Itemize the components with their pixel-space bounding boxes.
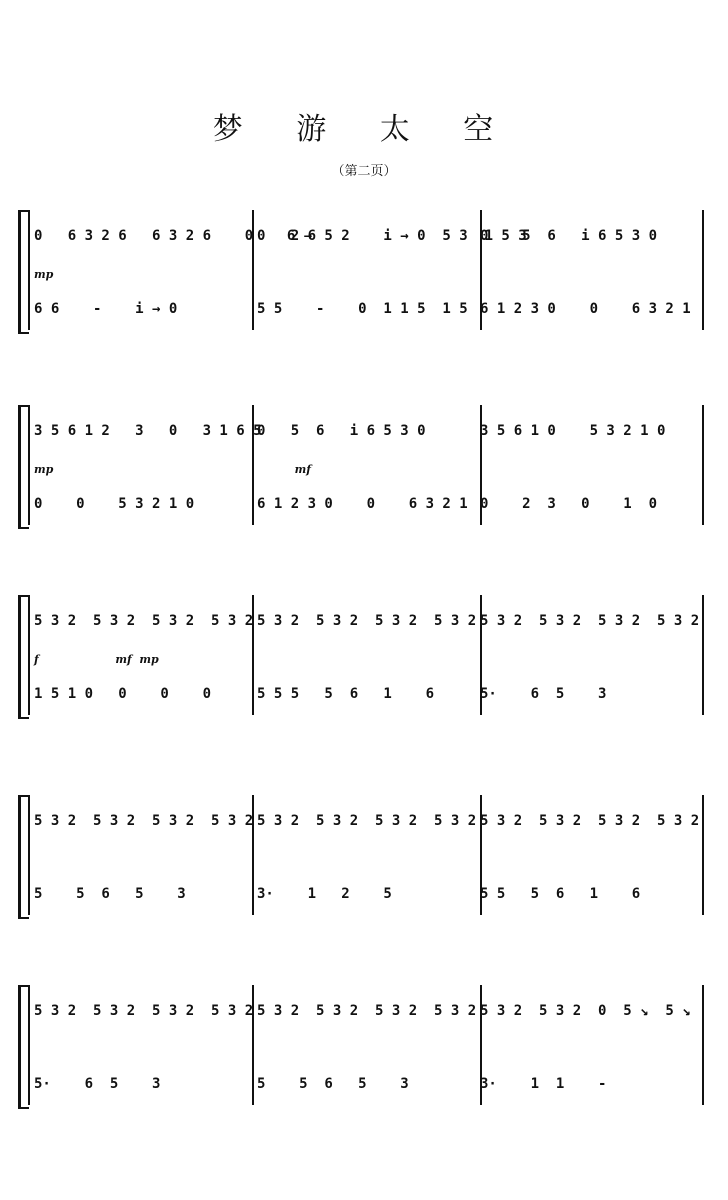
measure: 3· 1 1 - (480, 1076, 607, 1092)
measure: 0 2 3 0 1 0 (480, 496, 658, 512)
score-system (0, 965, 728, 1115)
measure: 5 3 2 5 3 2 5 3 2 5 3 2 (34, 813, 254, 829)
measure: 5 3 2 5 3 2 5 3 2 5 3 2 (257, 1003, 477, 1019)
lower-staff (34, 683, 704, 705)
lower-staff (34, 298, 704, 320)
dynamics-line (34, 1043, 704, 1059)
measure: 5 3 2 5 3 2 5 3 2 5 3 2 (480, 813, 700, 829)
page-title: 梦 游 太 空 (212, 112, 516, 147)
measure: 3· 1 2 5 (257, 886, 392, 902)
dynamics-line: mp mf (34, 463, 311, 476)
measure: 5 5 - 0 1 1 5 1 5 (257, 301, 468, 317)
lower-staff (34, 493, 704, 515)
measure: 5· 6 5 3 (34, 1076, 161, 1092)
measure: 0 0 5 3 2 1 0 (34, 496, 195, 512)
measure: 5 5 5 6 1 6 (480, 886, 641, 902)
measure: 5 3 2 5 3 2 5 3 2 5 3 2 (257, 613, 477, 629)
measure: 5 5 6 5 3 (34, 886, 186, 902)
system-line (28, 595, 30, 715)
measure: 5 3 2 5 3 2 5 3 2 5 3 2 (480, 613, 700, 629)
measure: 5 3 2 5 3 2 5 3 2 5 3 2 (34, 613, 254, 629)
system-line (28, 985, 30, 1105)
score-system (0, 385, 728, 535)
measure: 6 1 2 3 0 0 6 3 2 1 (257, 496, 468, 512)
measure: 5· 6 5 3 (480, 686, 607, 702)
dynamics-line: f mf mp (34, 653, 159, 666)
lower-staff (34, 883, 704, 905)
system-line (28, 795, 30, 915)
upper-staff (34, 810, 704, 832)
score-system (0, 190, 728, 340)
system-line (28, 210, 30, 330)
measure: 5 5 5 5 6 1 6 (257, 686, 435, 702)
measure: 6 1 2 3 0 0 6 3 2 1 (480, 301, 691, 317)
measure: 5 3 2 5 3 2 5 3 2 5 3 2 (34, 1003, 254, 1019)
measure: 0 5 6 i 6 5 3 0 (480, 228, 658, 244)
score-system (0, 575, 728, 725)
measure: 5 3 2 5 3 2 0 5 ↘ 5 ↘ (480, 1003, 691, 1019)
score-system (0, 775, 728, 925)
lower-staff (34, 1073, 704, 1095)
page-subtitle: （第二页） (331, 164, 397, 179)
measure: 0 6 3 2 6 6 3 2 6 0 6 → (34, 228, 313, 244)
upper-staff (34, 610, 704, 632)
measure: 0 2 6 5 2 i → 0 5 3 1 5 3 (257, 228, 527, 244)
system-line (28, 405, 30, 525)
measure: 5 5 6 5 3 (257, 1076, 409, 1092)
dynamics-line (34, 853, 704, 869)
upper-staff (34, 225, 704, 247)
measure: 3 5 6 1 0 5 3 2 1 0 (480, 423, 666, 439)
measure: 5 3 2 5 3 2 5 3 2 5 3 2 (257, 813, 477, 829)
dynamics-line: mp (34, 268, 54, 281)
measure: 1 5 1 0 0 0 0 (34, 686, 212, 702)
upper-staff (34, 1000, 704, 1022)
measure: 6 6 - i → 0 (34, 301, 178, 317)
measure: 3 5 6 1 2 3 0 3 1 6 5 (34, 423, 262, 439)
measure: 0 5 6 i 6 5 3 0 (257, 423, 426, 439)
upper-staff (34, 420, 704, 442)
